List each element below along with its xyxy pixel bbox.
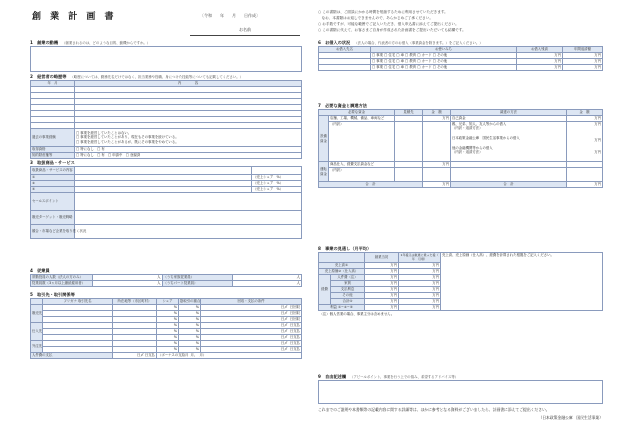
use-option[interactable]: □ カード	[417, 53, 432, 58]
unit-label: 人	[157, 281, 161, 286]
pct-label: %	[179, 341, 201, 347]
pct-label: %	[179, 335, 201, 341]
use-option[interactable]: □ 事業	[372, 59, 384, 64]
col-header: 所在地等（市区町村）	[113, 299, 157, 305]
pct-label: %	[157, 347, 179, 353]
pct-label: %	[157, 311, 179, 317]
notice-line: ○ この書類は、ご面談にかかる時間を短縮するために利用させていただきます。	[318, 10, 448, 14]
col-header: 回収・支払の条件	[201, 299, 302, 305]
use-option[interactable]: □ 車	[396, 53, 404, 58]
creation-date: 〔令和 年 月 日作成〕	[200, 13, 260, 18]
col-header: 1年後又は軌道に乗った後（ 年 月頃）	[399, 253, 441, 263]
footer-credit: （日本政策金融公庫 国民生活事業）	[538, 414, 603, 420]
unit-label: 万円	[567, 182, 603, 188]
unit-label: 万円	[365, 263, 399, 269]
funding-item: （内訳・返済方法）	[452, 150, 483, 155]
cond-label: 日〆	[280, 329, 288, 334]
col-header: 金 額	[423, 110, 451, 116]
col-header: 内 容	[75, 81, 302, 87]
unit-label: 万円	[365, 269, 399, 275]
use-option[interactable]: □ 教育	[405, 65, 417, 70]
section-note: （アピールポイント、事業を行う上での悩み、希望するアドバイス等）	[350, 375, 459, 379]
license-option[interactable]: □ 有	[97, 147, 105, 152]
use-option[interactable]: □ 事業	[372, 65, 384, 70]
col-header: 必要な資金	[319, 110, 395, 116]
use-option[interactable]: □ 車	[396, 59, 404, 64]
section-suppliers	[30, 292, 302, 359]
ip-label: 知的財産権等	[31, 153, 75, 159]
forecast-basis[interactable]	[441, 253, 603, 311]
use-option[interactable]: □ 教育	[405, 53, 417, 58]
unit-label: 万円	[399, 263, 441, 269]
product-cell[interactable]	[75, 193, 302, 211]
section-title: 4 従業員	[30, 268, 50, 273]
use-option[interactable]: □ その他	[432, 59, 448, 64]
col-header: 創業当初	[365, 253, 399, 263]
license-option[interactable]: □ 特になし	[76, 147, 94, 152]
share-label: （売上シェア	[253, 181, 274, 186]
cond-label: 日回収	[289, 305, 300, 310]
quote-cell[interactable]	[395, 122, 423, 162]
notice-line: ○ この書類に代えて、お客さまご自身が作成された計画書をご提出いただいても結構です。	[318, 27, 466, 32]
col-header: 年 月	[31, 81, 75, 87]
section-title: 2 経営者の略歴等	[30, 74, 67, 79]
footer-lead: これまでのご説明や本書類等の記載内容に関する詳細等は、	[318, 407, 421, 412]
name-label: お名前	[239, 27, 251, 32]
cond-label: 日〆	[280, 323, 288, 328]
unit-label: 万円	[365, 299, 399, 305]
funding-table	[318, 109, 603, 188]
pct-label: %）	[276, 187, 284, 192]
product-label: ①	[31, 175, 75, 181]
cond-label: 日〆	[280, 335, 288, 340]
pct-label: %）	[276, 181, 284, 186]
use-option[interactable]: □ 車	[396, 65, 404, 70]
funding-item: 他の金融機関等からの借入	[452, 146, 493, 151]
setup-item: 店舗、工場、機械、備品、車両など	[329, 116, 395, 122]
pct-label: %	[157, 329, 179, 335]
unit-label: 万円	[399, 281, 441, 287]
expense-label: 経費	[319, 275, 331, 305]
group-label: 外注先	[31, 341, 43, 353]
license-label: 取得資格	[31, 147, 75, 153]
cond-label: 日〆	[280, 347, 288, 352]
pct-label: %	[179, 311, 201, 317]
product-cell[interactable]	[75, 225, 302, 239]
col-header: 年間返済額	[563, 47, 603, 53]
ip-option[interactable]: □ 登録済	[125, 153, 141, 158]
unit-label: 万円	[567, 116, 603, 122]
unit-label: 万円	[365, 287, 399, 293]
career-table	[30, 80, 302, 159]
unit-label: 万円	[399, 299, 441, 305]
section-loans	[318, 40, 603, 71]
funding-item: 親、兄弟、知人、友人等からの借入	[452, 122, 507, 126]
operating-label: 運転資金	[319, 162, 329, 182]
pct-label: %）	[276, 175, 284, 180]
unit-label: 万円	[423, 182, 451, 188]
cond-label: 日支払	[289, 335, 300, 340]
pct-label: %	[157, 317, 179, 323]
month-label: 月、	[190, 353, 198, 358]
cond-label: 日回収	[289, 311, 300, 316]
experience-option[interactable]: □ 事業を経営していたことはない。	[76, 131, 132, 136]
notice-block	[318, 10, 603, 34]
row-label: 支払利息	[331, 287, 365, 293]
section-career	[30, 74, 302, 159]
unit-label: 万円	[365, 275, 399, 281]
use-option[interactable]: □ カード	[417, 59, 432, 64]
section-forecast	[318, 246, 603, 317]
section-title: 1 創業の動機	[30, 40, 59, 45]
product-label: セールスポイント	[31, 193, 75, 211]
unit-label: 万円	[517, 59, 563, 65]
products-table	[30, 166, 302, 239]
free-notes-textarea[interactable]	[318, 380, 603, 404]
use-option[interactable]: □ 教育	[405, 59, 417, 64]
col-header: 金 額	[567, 110, 603, 116]
row-label: 人件費（注）	[331, 275, 365, 281]
row-label: 売上高①	[319, 263, 365, 269]
section-employees	[30, 268, 302, 287]
unit-label: 万円	[423, 116, 451, 122]
section-products	[30, 160, 302, 239]
unit-label: 万円	[399, 293, 441, 299]
experience-label: 過去の事業経験	[31, 129, 75, 147]
experience-option[interactable]: □ 事業を経営していたことがあるが、既にその事業をやめている。	[76, 139, 179, 144]
use-option[interactable]: □ 住宅	[384, 53, 396, 58]
col-header: お使いみち	[371, 47, 517, 53]
product-cell[interactable]	[75, 167, 252, 175]
employee-count[interactable]	[93, 281, 163, 287]
footer	[318, 408, 603, 420]
section-funding	[318, 103, 603, 188]
use-option[interactable]: □ 住宅	[384, 65, 396, 70]
unit-label: 万円	[563, 65, 603, 71]
cond-label: 日〆	[280, 317, 288, 322]
section-note: （創業されるのは、どのような目的、動機からですか。）	[62, 41, 151, 45]
unit-label: 万円	[365, 305, 399, 311]
total-label: 合 計	[319, 182, 423, 188]
unit-label: 万円	[399, 275, 441, 281]
cond-label: 日〆	[280, 311, 288, 316]
col-header: 見積先	[395, 110, 423, 116]
unit-label: 人	[157, 275, 161, 280]
cond-label: 日〆	[280, 305, 288, 310]
row-label: 家賃	[331, 281, 365, 287]
employee-count[interactable]	[232, 281, 302, 287]
section-title: 3 取扱商品・サービス	[30, 160, 75, 165]
unit-label: 人	[296, 281, 300, 286]
use-option[interactable]: □ 事業	[372, 53, 384, 58]
ip-option[interactable]: □ 特になし	[76, 153, 94, 158]
cond-label: 日支払	[289, 329, 300, 334]
section-title: 7 必要な資金と調達方法	[318, 103, 367, 108]
pct-label: %	[157, 305, 179, 311]
cond-label: 日支払	[289, 323, 300, 328]
section-free-notes	[318, 374, 603, 404]
row-label: 利益 ①−②−③	[319, 305, 365, 311]
unit-label: 万円	[594, 122, 601, 126]
unit-label: 万円	[423, 162, 451, 168]
experience-option[interactable]: □ 事業を経営していたことがあり、現在もその事業を続けている。	[76, 135, 179, 140]
loans-table	[318, 46, 603, 71]
use-option[interactable]: □ その他	[432, 65, 448, 70]
pct-label: %	[179, 329, 201, 335]
col-header: お借入残高	[517, 47, 563, 53]
cond-label: 日支払	[144, 353, 155, 358]
suppliers-table	[30, 298, 302, 359]
section-note: （法人の場合、代表者の方のお借入（事業資金を除きます。）をご記入ください。）	[354, 41, 483, 45]
use-option[interactable]: □ カード	[417, 65, 432, 70]
col-header: お借入先名	[319, 47, 371, 53]
motive-textarea[interactable]	[30, 46, 302, 72]
col-header: フリガナ 取引先名	[43, 299, 113, 305]
row-label: 売上原価②（仕入高）	[319, 269, 365, 275]
col-header: 調達の方法	[451, 110, 567, 116]
use-option[interactable]: □ その他	[432, 53, 448, 58]
unit-label: 万円	[399, 287, 441, 293]
row-label: その他	[331, 293, 365, 299]
operating-item: 商品仕入、経費支払資金など	[329, 162, 395, 168]
funding-item: 自己資金	[451, 116, 567, 122]
month-label: 月）	[199, 353, 207, 358]
use-option[interactable]: □ 住宅	[384, 59, 396, 64]
notice-line: ○ お手数ですが、可能な範囲でご記入いただき、借入申込書に添えてご提出ください。	[318, 21, 459, 26]
section-title: 8 事業の見通し（月平均）	[318, 246, 372, 251]
lender-cell[interactable]	[319, 65, 371, 71]
unit-label: 万円	[365, 293, 399, 299]
cond-label: 日回収	[289, 317, 300, 322]
cond-label: 日支払	[289, 347, 300, 352]
section-title: 5 取引先・取引関係等	[30, 292, 75, 297]
product-label: ③	[31, 187, 75, 193]
pct-label: %	[157, 335, 179, 341]
product-label: ②	[31, 181, 75, 187]
group-label: 販売先	[31, 305, 43, 323]
employee-label: （うちパート従業員）	[162, 281, 232, 287]
pct-label: %	[179, 347, 201, 353]
name-field[interactable]	[190, 28, 300, 36]
employee-label: （うち家族従業員）	[162, 275, 232, 281]
unit-label: 万円	[399, 269, 441, 275]
unit-label: 万円	[594, 138, 601, 143]
product-cell[interactable]	[75, 211, 302, 225]
share-label: （売上シェア	[253, 175, 274, 180]
pct-label: %	[157, 323, 179, 329]
product-label: 取扱商品・サービスの内容	[31, 167, 75, 175]
unit-label: 万円	[365, 281, 399, 287]
setup-label: 設備資金	[319, 116, 329, 162]
section-motive	[30, 40, 302, 72]
row-label: 合計③	[331, 299, 365, 305]
notice-line: なお、本書類はお返しできませんので、あらかじめご了承ください。	[318, 15, 433, 20]
cond-label: 日支払	[289, 341, 300, 346]
employees-table	[30, 274, 302, 287]
unit-label: 万円	[517, 53, 563, 59]
section-note: （略歴については、勤務先名だけではなく、担当業務や役職、身につけた技能等についても記載してください。）	[70, 75, 244, 79]
unit-label: 人	[296, 275, 300, 280]
operating-item[interactable]: （内訳）	[329, 168, 395, 182]
group-label: 仕入先	[31, 323, 43, 341]
form-title: 創 業 計 画 書	[32, 12, 117, 22]
ip-option[interactable]: □ 申請中	[108, 153, 123, 158]
footer-text: ほかに参考となる資料がございましたら、計画書に添えてご提出ください。	[420, 407, 550, 412]
unit-label: 万円	[594, 150, 601, 155]
bonus-label: （ボーナスの支給月	[158, 353, 189, 358]
section-title: 6 お借入の状況	[318, 40, 351, 45]
forecast-footnote: （注）個人営業の場合、事業主分は含めません。	[319, 311, 395, 316]
unit-label: 万円	[563, 59, 603, 65]
product-label: 販売ターゲット・販売戦略	[31, 211, 75, 225]
product-label: 競合・市場など企業を取り巻く状況	[31, 225, 75, 239]
pct-label: %	[179, 305, 201, 311]
section-title: 9 自由記述欄	[318, 374, 347, 379]
funding-item: 日本政策金融公庫 国民生活事業からの借入	[452, 136, 520, 141]
unit-label: 万円	[399, 305, 441, 311]
forecast-table	[318, 252, 603, 317]
col-header: シェア	[157, 299, 179, 305]
pct-label: %	[157, 341, 179, 347]
employee-label: 常勤役員の人数（法人の方のみ）	[31, 275, 93, 281]
total-label: 合 計	[451, 182, 567, 188]
unit-label: 万円	[517, 65, 563, 71]
ip-option[interactable]: □ 有	[97, 153, 105, 158]
unit-label: 万円	[563, 53, 603, 59]
cond-label: 日〆	[280, 341, 288, 346]
setup-item[interactable]: （内訳）	[329, 122, 395, 162]
funding-item: （内訳・返済方法）	[452, 126, 483, 131]
basis-label: 売上高、売上原価（仕入高）、経費を計算された根拠をご記入ください。	[442, 253, 554, 257]
cond-label: 日〆	[136, 353, 144, 358]
share-label: （売上シェア	[253, 187, 274, 192]
col-header: 掛取引の割合	[180, 299, 201, 304]
wage-label: 人件費の支払	[31, 353, 113, 359]
pct-label: %	[179, 323, 201, 329]
employee-label: 従業員数（3ヵ月以上継続雇用者）	[31, 281, 93, 287]
pct-label: %	[179, 317, 201, 323]
